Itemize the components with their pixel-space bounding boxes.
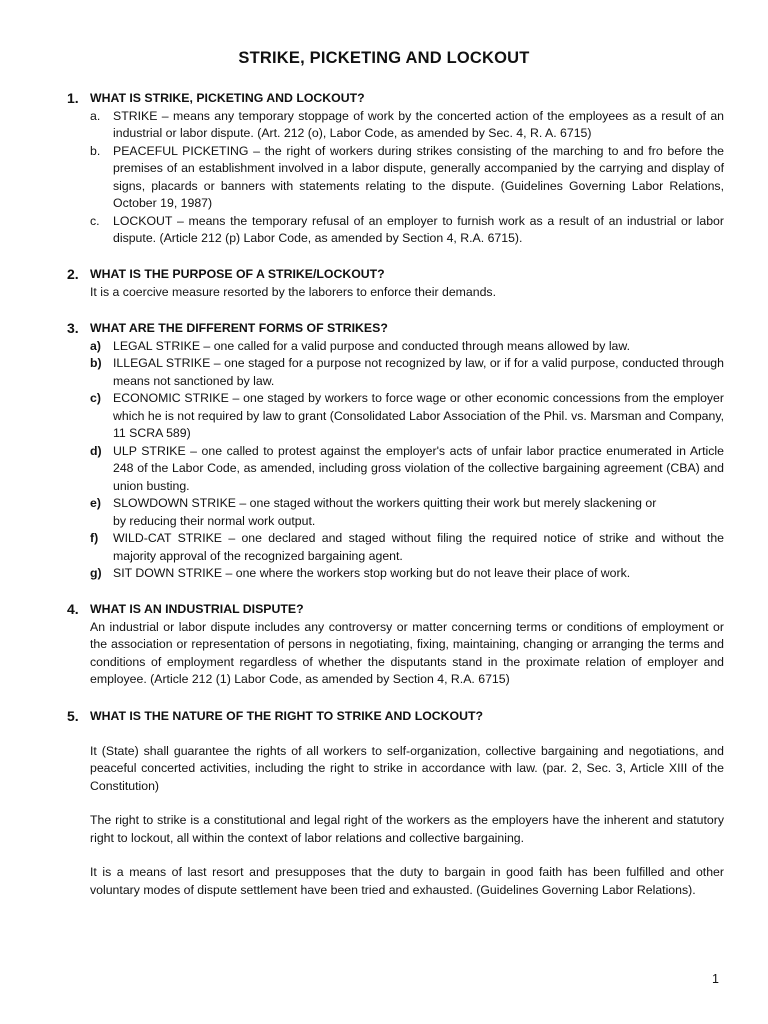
list-item [90, 213, 724, 248]
list-item [90, 565, 724, 583]
page-number: 1 [712, 972, 719, 986]
section-4 [67, 601, 724, 689]
list-text: WILD-CAT STRIKE – one declared and staged without filing the required notice of strike and without the majority approval of the recognized bargaining agent. [113, 531, 724, 563]
list-label: d) [90, 443, 102, 458]
list-label: c. [90, 213, 100, 228]
section-1 [67, 90, 724, 248]
question-text: WHAT IS STRIKE, PICKETING AND LOCKOUT? [90, 91, 365, 105]
section-2 [67, 266, 724, 301]
answer-text: It is a coercive measure resorted by the laborers to enforce their demands. [90, 284, 496, 299]
list-item [90, 443, 724, 496]
list-label: b) [90, 356, 102, 370]
page-title: STRIKE, PICKETING AND LOCKOUT [238, 49, 530, 67]
list-label: e) [90, 496, 101, 510]
list-item [90, 530, 724, 565]
question-heading [67, 90, 724, 108]
list-label: a. [90, 108, 101, 123]
list-text: LOCKOUT – means the temporary refusal of an employer to furnish work as a result of an industrial or labor dispute. (Article 212 (p) Labor Code, as amended by Section 4, R.A. 6715). [113, 213, 724, 245]
list-item [90, 390, 724, 443]
question-text: WHAT IS THE PURPOSE OF A STRIKE/LOCKOUT? [90, 267, 385, 281]
paragraph: It (State) shall guarantee the rights of all workers to self-organization, collective bargaining and negotiations, and peaceful concerted activities, including the right to strike in accordance with law. (par. 2, Sec. 3, Article XIII of the Constitution) [90, 743, 724, 793]
list-item [90, 495, 724, 530]
list-text: STRIKE – means any temporary stoppage of work by the concerted action of the employees as a result of an industrial or labor dispute. (Art. 212 (o), Labor Code, as amended by Sec. 4, R. A. 6715) [113, 108, 724, 140]
list-text: PEACEFUL PICKETING – the right of workers during strikes consisting of the marching to and fro before the premises of an establishment involved in a labor dispute, generally accompanied by the carrying and display of signs, placards or banners with statements relating to the dispute. (Guidelines Governing Labor Relations, October 19, 1987) [113, 143, 724, 210]
list-text: SIT DOWN STRIKE – one where the workers stop working but do not leave their place of work. [113, 566, 631, 580]
paragraph: It is a means of last resort and presupposes that the duty to bargain in good faith has been fulfilled and other voluntary modes of dispute settlement have been tried and exhausted. (Guidelines Governing Labor Relations). [90, 865, 724, 897]
list-label: f) [90, 531, 99, 545]
list-label: a) [90, 338, 101, 353]
question-number: 4. [67, 601, 79, 617]
question-number: 1. [67, 90, 79, 106]
question-text: WHAT IS THE NATURE OF THE RIGHT TO STRIKE AND LOCKOUT? [90, 709, 484, 723]
list-label: b. [90, 143, 101, 158]
question-number: 3. [67, 320, 79, 336]
list-text: ILLEGAL STRIKE – one staged for a purpose not recognized by law, or if for a valid purpose, conducted through means not sanctioned by law. [113, 356, 724, 388]
section-5 [67, 708, 724, 899]
list-label: g) [90, 566, 102, 580]
question-heading [67, 601, 724, 619]
question-heading [67, 266, 724, 284]
list-text-continued: by reducing their normal work output. [113, 513, 316, 528]
list-item [90, 355, 724, 390]
question-heading [67, 320, 724, 338]
list-item [90, 338, 724, 356]
list-text: ULP STRIKE – one called to protest against the employer's acts of unfair labor practice enumerated in Article 248 of the Labor Code, as amended, including gross violation of the collective bargaining agreement (CBA) and union busting. [113, 443, 724, 493]
paragraph: The right to strike is a constitutional and legal right of the workers as the employers have the inherent and statutory right to lockout, all within the context of labor relations and collective bargaining. [90, 813, 724, 845]
list-item [90, 143, 724, 213]
list-text: ECONOMIC STRIKE – one staged by workers to force wage or other economic concessions from the employer which he is not required by law to grant (Consolidated Labor Association of the Phil. vs. Marsman and Company, 11 SCRA 589) [113, 391, 724, 440]
list-text: SLOWDOWN STRIKE – one staged without the workers quitting their work but merely slackening or [113, 496, 657, 510]
answer-text: An industrial or labor dispute includes any controversy or matter concerning terms or conditions of employment or the association or representation of persons in negotiating, fixing, maintaining, changing or arranging the terms and conditions of employment regardless of whether the disputants stand in the proximate relation of employer and employee. (Article 212 (1) Labor Code, as amended by Section 4, R.A. 6715) [90, 619, 724, 686]
list-label: c) [90, 391, 101, 405]
question-text: WHAT ARE THE DIFFERENT FORMS OF STRIKES? [90, 321, 388, 335]
question-number: 2. [67, 266, 79, 282]
question-number: 5. [67, 708, 79, 724]
list-text: LEGAL STRIKE – one called for a valid purpose and conducted through means allowed by law. [113, 338, 631, 353]
list-item [90, 108, 724, 143]
question-text: WHAT IS AN INDUSTRIAL DISPUTE? [90, 602, 304, 616]
question-heading [67, 708, 724, 726]
section-3 [67, 320, 724, 583]
